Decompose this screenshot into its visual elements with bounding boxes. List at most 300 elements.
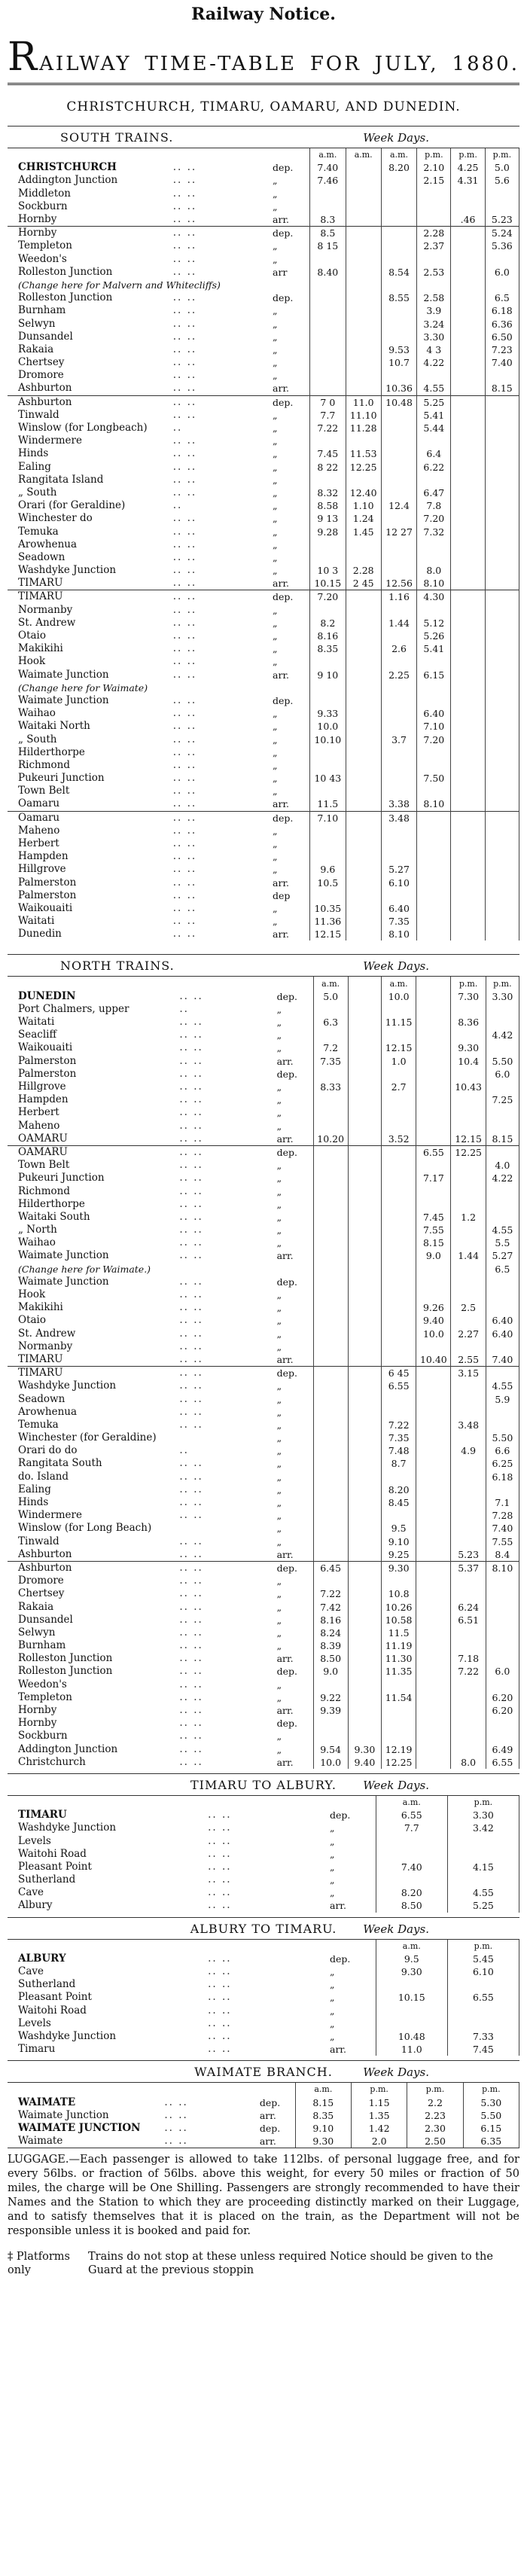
train-time: [451, 486, 485, 499]
train-time: 6.3: [313, 1016, 348, 1029]
station-name: Winchester do: [18, 512, 93, 525]
leader-dots: .. ..: [172, 317, 197, 330]
dep-arr-mark: „: [273, 435, 278, 447]
train-time: [346, 227, 381, 240]
train-time: [381, 239, 416, 252]
timetable-row: [8, 279, 519, 291]
train-time: [313, 1159, 348, 1172]
dep-arr-mark: „: [273, 461, 278, 473]
train-time: 8.10: [417, 577, 451, 590]
leader-dots: .. ..: [179, 1106, 203, 1119]
train-time: 8.3: [310, 213, 346, 227]
train-time: [348, 1263, 381, 1276]
train-time: [381, 474, 416, 486]
train-time: [486, 1639, 519, 1652]
train-time: 9.26: [416, 1301, 451, 1314]
train-time: [451, 915, 485, 928]
train-time: 6.15: [417, 669, 451, 681]
dep-arr-mark: dep.: [259, 2096, 281, 2108]
train-time: [313, 1522, 348, 1535]
dep-arr-mark: arr.: [276, 1353, 294, 1365]
train-time: 3.38: [381, 797, 416, 811]
train-time: 2.23: [407, 2109, 463, 2122]
station-name: Otaio: [18, 1314, 46, 1327]
train-time: [451, 746, 485, 759]
leader-dots: .. ..: [179, 1730, 203, 1742]
train-time: [416, 1106, 451, 1119]
train-time: [346, 797, 381, 811]
timetable-row: [8, 772, 519, 785]
train-time: 8.20: [376, 1886, 447, 1899]
station-name: Palmerston: [18, 1054, 77, 1067]
ampm-label: p.m.: [485, 148, 519, 161]
train-time: [381, 1068, 416, 1081]
train-time: [348, 1406, 381, 1419]
dep-arr-mark: „: [273, 916, 278, 928]
train-time: 8.50: [376, 1899, 447, 1912]
train-time: [381, 369, 416, 382]
train-time: [348, 1639, 381, 1652]
station-name: Makikihi: [18, 642, 63, 655]
timetable-row: [8, 1991, 519, 2004]
train-time: 6.51: [451, 1614, 486, 1626]
timetable-row: [8, 617, 519, 630]
train-time: [451, 837, 485, 850]
station-name: Burnham: [18, 1639, 66, 1652]
north-week-days: Week Days.: [363, 959, 429, 974]
train-time: 5.25: [447, 1899, 519, 1912]
train-time: 7.22: [451, 1665, 486, 1678]
train-time: [417, 474, 451, 486]
train-time: [381, 227, 416, 240]
train-time: [451, 1575, 486, 1587]
train-time: [313, 1172, 348, 1184]
train-time: 10.15: [310, 577, 346, 590]
train-time: [451, 1106, 486, 1119]
train-time: [346, 604, 381, 617]
train-time: [485, 850, 519, 863]
station-name: Hinds: [18, 447, 49, 460]
leader-dots: .. ..: [179, 1301, 203, 1314]
station-name: Waimate Junction: [18, 694, 109, 706]
train-time: [416, 1198, 451, 1211]
train-time: [451, 1509, 486, 1522]
train-time: [451, 395, 485, 409]
train-time: 8.15: [416, 1236, 451, 1249]
leader-dots: .. ..: [179, 1678, 203, 1690]
train-time: 6.47: [417, 486, 451, 499]
timetable-row: [8, 837, 519, 850]
train-time: [313, 1575, 348, 1587]
timetable-row: [8, 1081, 519, 1093]
station-name: Sutherland: [18, 1873, 76, 1886]
train-time: 5.0: [313, 990, 348, 1003]
dep-arr-mark: „: [276, 1601, 282, 1613]
train-time: 6.45: [313, 1561, 348, 1575]
station-name: „ North: [18, 1224, 57, 1236]
north-heading: NORTH TRAINS.: [60, 959, 175, 974]
train-time: [346, 474, 381, 486]
leader-dots: .. ..: [208, 2029, 232, 2042]
train-time: 7.10: [310, 811, 346, 825]
station-name: Waihao: [18, 1236, 56, 1249]
timetable-row: [8, 1575, 519, 1587]
leader-dots: .. ..: [179, 1132, 203, 1145]
train-time: [348, 1600, 381, 1613]
timetable-row: [8, 1717, 519, 1730]
train-time: [486, 1678, 519, 1691]
leader-dots: .. ..: [179, 1067, 203, 1080]
train-time: [485, 590, 519, 604]
train-time: [381, 1406, 416, 1419]
dep-arr-mark: „: [273, 604, 278, 616]
train-time: 8.0: [451, 1756, 486, 1769]
station-name: WAIMATE JUNCTION: [18, 2121, 141, 2134]
train-time: 6.55: [416, 1145, 451, 1159]
train-time: [485, 785, 519, 797]
train-time: [451, 538, 485, 551]
train-time: [313, 1093, 348, 1106]
train-time: 4.55: [417, 382, 451, 395]
train-time: 8.2: [310, 617, 346, 630]
train-time: 9.10: [381, 1535, 416, 1548]
train-time: 1.44: [451, 1249, 486, 1262]
train-time: [485, 279, 519, 291]
train-time: 9.40: [348, 1756, 381, 1769]
dep-arr-mark: arr.: [273, 214, 290, 226]
train-time: [451, 1276, 486, 1288]
train-time: [346, 317, 381, 330]
train-time: [348, 1236, 381, 1249]
train-time: [348, 1444, 381, 1457]
south-trains-table: [8, 148, 519, 940]
timetable-row: [8, 187, 519, 200]
station-name: Palmerston: [18, 1067, 77, 1080]
train-time: [485, 538, 519, 551]
train-time: [381, 694, 416, 707]
train-time: [451, 797, 485, 811]
train-time: [381, 630, 416, 642]
train-time: [310, 785, 346, 797]
train-time: 6.0: [486, 1068, 519, 1081]
leader-dots: .. ..: [172, 330, 197, 343]
leader-dots: .. ..: [179, 1418, 203, 1431]
leader-dots: .. ..: [164, 2096, 188, 2108]
ampm-spacer: [8, 1796, 206, 1809]
leader-dots: .. ..: [172, 758, 197, 771]
station-name: Washdyke Junction: [18, 1821, 117, 1834]
timetable-row: [8, 720, 519, 733]
train-time: [348, 1081, 381, 1093]
train-time: [381, 785, 416, 797]
train-time: [346, 642, 381, 655]
train-time: [451, 759, 485, 772]
train-time: [381, 551, 416, 564]
train-time: [416, 1263, 451, 1276]
leader-dots: .. ..: [164, 2108, 188, 2121]
timetable-row: [8, 850, 519, 863]
train-time: 6.49: [486, 1743, 519, 1756]
train-time: [485, 499, 519, 512]
waimate-section-heading: [8, 2061, 519, 2082]
ampm-label: p.m.: [451, 977, 486, 989]
leader-dots: .. ..: [179, 1054, 203, 1067]
dep-arr-mark: „: [276, 1328, 282, 1340]
leader-dots: .. ..: [172, 343, 197, 355]
train-time: 9 10: [310, 669, 346, 681]
dep-arr-mark: „: [276, 1393, 282, 1405]
train-time: [313, 1249, 348, 1262]
timaru-week-days: Week Days.: [363, 1922, 429, 1936]
train-time: 7.20: [310, 590, 346, 604]
timetable-row: [8, 331, 519, 343]
train-time: 11.0: [376, 2043, 447, 2056]
train-time: [346, 304, 381, 317]
train-time: 9.22: [313, 1691, 348, 1704]
train-time: [313, 1145, 348, 1159]
train-time: 6.40: [486, 1328, 519, 1340]
train-time: 6.36: [485, 317, 519, 330]
train-time: [485, 486, 519, 499]
train-time: 7.22: [310, 422, 346, 434]
station-name: Normanby: [18, 1340, 73, 1352]
train-time: 8.35: [295, 2109, 351, 2122]
leader-dots: .. ..: [172, 616, 197, 629]
albury-section-heading: [8, 1774, 519, 1795]
ampm-label: [348, 977, 381, 989]
train-time: 12.25: [451, 1145, 486, 1159]
station-name: Pukeuri Junction: [18, 1172, 105, 1184]
train-time: 5.26: [417, 630, 451, 642]
train-time: 5.45: [447, 1953, 519, 1965]
train-time: [381, 447, 416, 460]
train-time: [346, 733, 381, 745]
train-time: [381, 317, 416, 330]
timetable-row: [8, 694, 519, 707]
timetable-row: [8, 1756, 519, 1769]
train-time: 4.9: [451, 1444, 486, 1457]
dep-arr-mark: „: [273, 318, 278, 330]
dep-arr-mark: arr.: [330, 2044, 347, 2056]
train-time: [486, 1483, 519, 1496]
train-time: [381, 759, 416, 772]
train-time: [485, 551, 519, 564]
train-time: 2.53: [417, 266, 451, 279]
train-time: [451, 669, 485, 681]
station-name: Hook: [18, 655, 46, 668]
train-time: [486, 1106, 519, 1119]
train-time: [451, 1406, 486, 1419]
timetable-row: [8, 1691, 519, 1704]
station-name: Waimate Junction: [18, 668, 109, 681]
timetable-row: [8, 395, 519, 409]
train-time: 8.32: [310, 486, 346, 499]
timetable-row: [8, 1743, 519, 1756]
dep-arr-mark: „: [276, 1445, 282, 1457]
station-name: (Change here for Malvern and Whitecliffs): [18, 279, 221, 291]
train-time: [346, 863, 381, 876]
leader-dots: .. ..: [179, 1041, 203, 1054]
train-time: [451, 1457, 486, 1470]
leader-dots: ..: [179, 1444, 189, 1457]
train-time: [313, 1483, 348, 1496]
train-time: [417, 850, 451, 863]
leader-dots: .. ..: [208, 1809, 232, 1821]
dep-arr-mark: „: [276, 1432, 282, 1444]
train-time: 8.10: [417, 797, 451, 811]
dep-arr-mark: „: [273, 513, 278, 525]
train-time: [381, 720, 416, 733]
train-time: [381, 1029, 416, 1041]
train-time: [381, 187, 416, 200]
train-time: 5.9: [486, 1392, 519, 1405]
train-time: [451, 291, 485, 304]
train-time: 5.27: [381, 863, 416, 876]
timetable-row: [8, 1873, 519, 1886]
station-name: (Change here for Waimate.): [18, 1263, 151, 1275]
station-name: Maheno: [18, 1119, 60, 1132]
dep-arr-mark: „: [273, 253, 278, 265]
station-name: Port Chalmers, upper: [18, 1002, 129, 1015]
leader-dots: .. ..: [208, 1847, 232, 1860]
train-time: [417, 915, 451, 928]
timetable-row: [8, 1379, 519, 1392]
train-time: [310, 369, 346, 382]
train-time: [417, 825, 451, 837]
train-time: [346, 551, 381, 564]
train-time: [348, 1522, 381, 1535]
timetable-row: [8, 2017, 519, 2030]
train-time: [348, 1483, 381, 1496]
train-time: [381, 331, 416, 343]
timetable-row: [8, 604, 519, 617]
train-time: 8.39: [313, 1639, 348, 1652]
dep-arr-mark: arr.: [276, 1133, 294, 1145]
train-time: [485, 525, 519, 538]
train-time: [486, 1406, 519, 1419]
timetable-row: [8, 1861, 519, 1873]
train-time: [416, 1276, 451, 1288]
train-time: 7.45: [416, 1211, 451, 1224]
train-time: 9.0: [416, 1249, 451, 1262]
train-time: [486, 1041, 519, 1054]
train-time: [310, 291, 346, 304]
dep-arr-mark: „: [330, 1992, 335, 2004]
timetable-row: [8, 213, 519, 227]
ampm-spacer: [206, 1940, 328, 1953]
dep-arr-mark: dep.: [276, 1718, 297, 1730]
train-time: 9.39: [313, 1704, 348, 1717]
train-time: [310, 317, 346, 330]
train-time: [348, 1535, 381, 1548]
train-time: [451, 1587, 486, 1600]
dep-arr-mark: „: [276, 1458, 282, 1470]
dep-arr-mark: „: [273, 474, 278, 486]
dep-arr-mark: dep.: [273, 292, 294, 304]
train-time: [310, 759, 346, 772]
leader-dots: .. ..: [172, 772, 197, 785]
dep-arr-mark: „: [273, 785, 278, 797]
leader-dots: ..: [179, 1002, 189, 1015]
train-time: 7.17: [416, 1172, 451, 1184]
leader-dots: .. ..: [172, 161, 197, 174]
station-name: Waitaki South: [18, 1210, 90, 1223]
train-time: [451, 1691, 486, 1704]
train-time: [451, 434, 485, 447]
train-time: [348, 1548, 381, 1562]
train-time: [381, 850, 416, 863]
station-name: Richmond: [18, 758, 71, 771]
train-time: [348, 1029, 381, 1041]
leader-dots: .. ..: [172, 863, 197, 876]
station-name: Seadown: [18, 1392, 65, 1405]
leader-dots: .. ..: [172, 382, 197, 395]
train-time: 5.41: [417, 642, 451, 655]
train-time: 7.40: [376, 1861, 447, 1873]
train-time: 7.50: [417, 772, 451, 785]
timetable-row: [8, 1340, 519, 1353]
station-name: St. Andrew: [18, 1327, 76, 1340]
train-time: [313, 1457, 348, 1470]
train-time: [485, 369, 519, 382]
train-time: 8.15: [295, 2096, 351, 2108]
train-time: 5.12: [417, 617, 451, 630]
station-name: Waitati: [18, 915, 55, 928]
station-name: Dunsandel: [18, 330, 73, 343]
train-time: [348, 1717, 381, 1730]
leader-dots: .. ..: [179, 1704, 203, 1717]
timetable-row: [8, 1600, 519, 1613]
train-time: 2.58: [417, 291, 451, 304]
station-name: Rangitata Island: [18, 473, 104, 486]
station-name: Winchester (for Geraldine): [18, 1431, 157, 1444]
train-time: 4.22: [417, 356, 451, 369]
train-time: [346, 630, 381, 642]
train-time: 7.18: [451, 1652, 486, 1665]
train-time: 6.20: [486, 1691, 519, 1704]
train-time: [447, 2004, 519, 2017]
timetable-row: [8, 317, 519, 330]
station-name: Tinwald: [18, 408, 59, 421]
train-time: [451, 525, 485, 538]
station-name: Sutherland: [18, 1978, 76, 1991]
timetable-row: [8, 1678, 519, 1691]
train-time: 6.55: [376, 1809, 447, 1821]
station-name: Dunedin: [18, 928, 62, 940]
train-time: 10.5: [310, 876, 346, 889]
timetable-row: [8, 1587, 519, 1600]
timaru-to-albury-table: [8, 1796, 519, 1913]
train-time: [486, 1575, 519, 1587]
train-time: 8 15: [310, 239, 346, 252]
train-time: [346, 825, 381, 837]
train-time: [485, 617, 519, 630]
train-time: 10.8: [381, 1587, 416, 1600]
station-name: Templeton: [18, 239, 72, 252]
train-time: 9.54: [313, 1743, 348, 1756]
station-name: Palmerston: [18, 876, 77, 889]
timetable-row: [8, 343, 519, 356]
train-time: 2.27: [451, 1328, 486, 1340]
train-time: [451, 811, 485, 825]
train-time: [485, 512, 519, 525]
train-time: [313, 1392, 348, 1405]
station-name: Hillgrove: [18, 1081, 66, 1093]
south-section-heading: [8, 127, 519, 148]
station-name: Timaru: [18, 2043, 56, 2056]
train-time: [485, 461, 519, 474]
station-name: Addington Junction: [18, 174, 118, 187]
